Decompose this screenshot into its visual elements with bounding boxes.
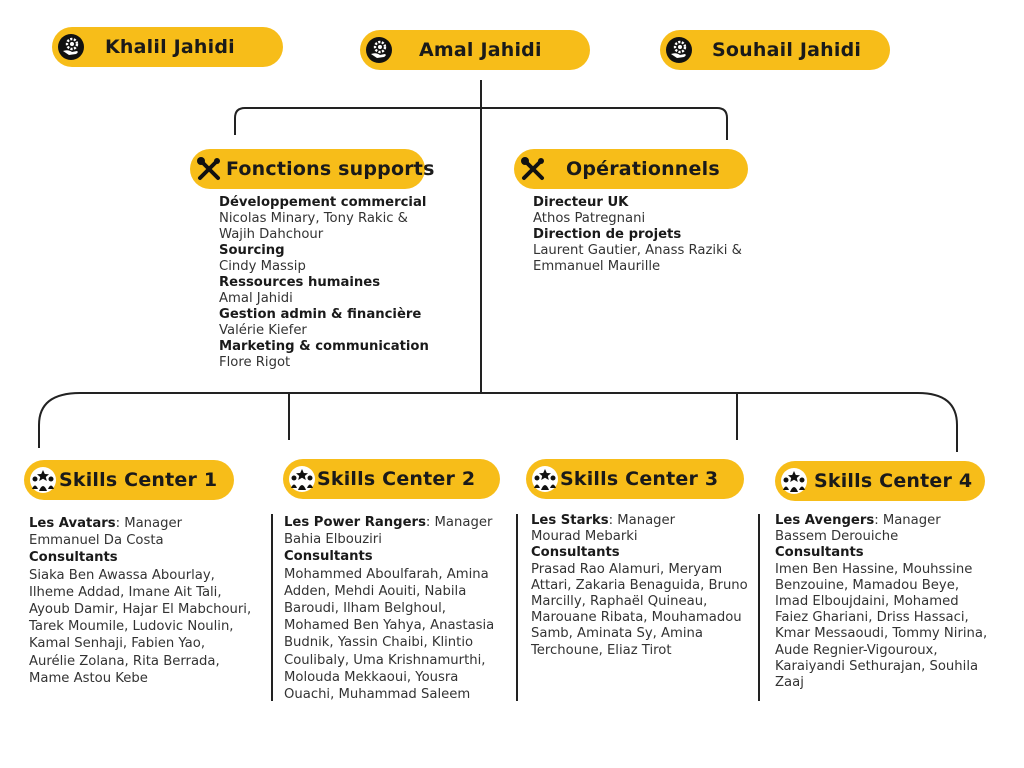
consultant-line: Molouda Mekkaoui, Yousra [284, 669, 459, 685]
role-title: Ressources humaines [219, 275, 381, 290]
consultant-line: Ilheme Addad, Imane Ait Tali, [29, 584, 222, 600]
role-people: Valérie Kiefer [219, 323, 307, 338]
role-title: Directeur UK [533, 195, 629, 210]
role-people: Athos Patregnani [533, 211, 646, 226]
consultant-line: Benzouine, Mamadou Beye, [775, 577, 960, 593]
manager-name: Bassem Derouiche [775, 529, 899, 545]
consultants-label: Consultants [531, 545, 620, 561]
leader-name: Khalil Jahidi [105, 36, 235, 58]
supports-list [219, 195, 429, 371]
consultant-line: Coulibaly, Uma Krishnamurthi, [284, 652, 486, 668]
role-title: Marketing & communication [219, 339, 429, 354]
consultant-line: Terchoune, Eliaz Tirot [531, 642, 672, 658]
role-people: Wajih Dahchour [219, 227, 324, 242]
skills-center-2-pill [283, 459, 500, 499]
column-separator [516, 514, 518, 701]
role-people: Emmanuel Maurille [533, 259, 661, 274]
leader-pill-souhail [660, 30, 890, 70]
role-people: Flore Rigot [219, 355, 291, 370]
supports-title: Fonctions supports [226, 158, 435, 180]
consultant-line: Mohammed Aboulfarah, Amina [284, 566, 489, 582]
team-icon [30, 467, 56, 493]
team-name: Les Avatars [29, 516, 116, 531]
skills-center-4-list [775, 513, 987, 691]
skills-center-title: Skills Center 3 [560, 468, 719, 490]
operations-title: Opérationnels [566, 158, 720, 180]
skills-center-3-pill [526, 459, 744, 499]
consultant-line: Faiez Ghariani, Driss Hassaci, [775, 610, 969, 626]
manager-name: Emmanuel Da Costa [29, 533, 164, 549]
leader-pill-khalil [52, 27, 283, 67]
consultant-line: Attari, Zakaria Benaguida, Bruno [531, 577, 748, 593]
consultant-line: Zaaj [775, 675, 804, 691]
consultants-label: Consultants [775, 545, 864, 561]
consultant-line: Mame Astou Kebe [29, 670, 148, 686]
role-people: Laurent Gautier, Anass Raziki & [533, 243, 742, 258]
consultant-line: Marouane Ribata, Mouhamadou [531, 610, 742, 626]
gear-hand-icon [58, 34, 84, 60]
skills-center-3-list [531, 513, 748, 659]
team-name: Les Avengers [775, 513, 875, 528]
column-separator [758, 514, 760, 701]
consultant-line: Marcilly, Raphaël Quineau, [531, 594, 708, 610]
consultant-line: Adden, Mehdi Aouiti, Nabila [284, 583, 467, 599]
manager-label: : Manager [608, 513, 676, 528]
column-separator [271, 514, 273, 701]
role-title: Développement commercial [219, 195, 427, 210]
manager-name: Bahia Elbouziri [284, 532, 382, 548]
consultant-line: Baroudi, Ilham Belghoul, [284, 601, 446, 617]
team-name: Les Starks [531, 513, 609, 528]
skills-center-1-pill [24, 460, 234, 500]
role-people: Amal Jahidi [219, 291, 293, 306]
leader-pill-amal [360, 30, 590, 70]
manager-label: : Manager [874, 513, 941, 528]
consultants-label: Consultants [29, 550, 118, 566]
skills-center-title: Skills Center 4 [814, 470, 973, 492]
team-icon [781, 468, 807, 494]
lower-branch-line [39, 393, 957, 452]
manager-name: Mourad Mebarki [531, 529, 638, 545]
skills-center-title: Skills Center 1 [59, 469, 218, 491]
consultant-line: Imad Elboujdaini, Mohamed [775, 594, 959, 610]
consultant-line: Kmar Messaoudi, Tommy Nirina, [775, 626, 988, 642]
team-icon [532, 466, 558, 492]
role-people: Cindy Massip [219, 259, 306, 274]
skills-center-4-pill [775, 461, 985, 501]
consultant-line: Aude Regnier-Vigouroux, [775, 642, 938, 658]
skills-center-title: Skills Center 2 [317, 468, 476, 490]
consultant-line: Ayoub Damir, Hajar El Mabchouri, [29, 602, 252, 618]
consultant-line: Prasad Rao Alamuri, Meryam [531, 561, 723, 577]
operations-pill [514, 149, 748, 189]
consultant-line: Tarek Moumile, Ludovic Noulin, [29, 619, 234, 635]
skills-center-2-list [284, 514, 494, 703]
consultant-line: Karaiyandi Sethurajan, Souhila [775, 658, 979, 674]
team-name: Les Power Rangers [284, 515, 426, 530]
consultants-label: Consultants [284, 549, 373, 565]
consultant-line: Imen Ben Hassine, Mouhssine [775, 561, 973, 577]
gear-hand-icon [366, 37, 392, 63]
consultant-line: Samb, Aminata Sy, Amina [531, 626, 703, 642]
tools-icon [520, 156, 546, 182]
leader-name: Amal Jahidi [419, 39, 542, 61]
consultant-line: Ouachi, Muhammad Saleem [284, 687, 471, 703]
consultant-line: Kamal Senhaji, Fabien Yao, [29, 636, 206, 652]
consultant-line: Budnik, Yassin Chaibi, Klintio [284, 635, 474, 651]
team-icon [289, 466, 315, 492]
consultant-line: Mohamed Ben Yahya, Anastasia [284, 618, 495, 634]
operations-list [533, 195, 742, 275]
role-title: Direction de projets [533, 227, 682, 242]
consultant-line: Siaka Ben Awassa Abourlay, [29, 567, 215, 583]
consultant-line: Aurélie Zolana, Rita Berrada, [29, 653, 220, 669]
leader-name: Souhail Jahidi [712, 39, 862, 61]
supports-pill [190, 149, 435, 189]
manager-label: : Manager [115, 516, 183, 531]
tools-icon [196, 156, 222, 182]
role-people: Nicolas Minary, Tony Rakic & [219, 211, 408, 226]
role-title: Sourcing [219, 243, 285, 258]
skills-center-1-list [29, 515, 251, 687]
gear-hand-icon [666, 37, 692, 63]
manager-label: : Manager [425, 515, 493, 530]
role-title: Gestion admin & financière [219, 307, 422, 322]
